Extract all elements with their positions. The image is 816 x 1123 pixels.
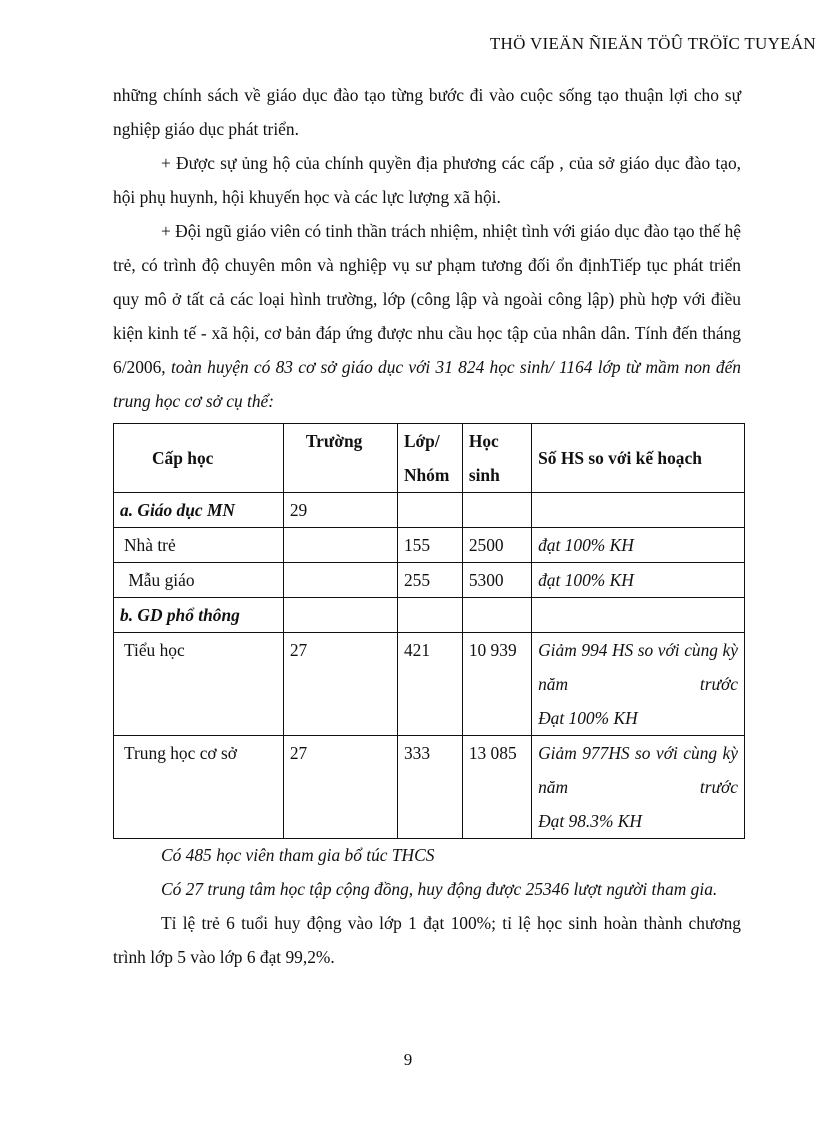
cell-cap-hoc: Trung học cơ sở — [114, 736, 284, 839]
cell-hoc-sinh: 5300 — [462, 563, 531, 598]
cell-hoc-sinh: 13 085 — [462, 736, 531, 839]
cell-ke-hoach — [532, 598, 745, 633]
ke-hoach-line: Giảm 977HS so với cùng kỳ năm trước — [538, 743, 738, 797]
cell-cap-hoc: a. Giáo dục MN — [114, 493, 284, 528]
note-bo-tuc: Có 485 học viên tham gia bổ túc THCS — [161, 845, 435, 865]
note-trung-tam: Có 27 trung tâm học tập cộng đồng, huy động được 25346 lượt người tham gia. — [161, 879, 718, 899]
header-truong: Trường — [283, 424, 397, 493]
header-lop-line1: Lớp/ — [403, 431, 440, 451]
table-row — [114, 598, 745, 633]
paragraph-2: + Được sự ủng hộ của chính quyền địa phương các cấp , của sở giáo dục đào tạo, hội phụ huynh, hội khuyến học và các lực lượng xã hội. — [113, 153, 741, 207]
paragraph-3-text: + Đội ngũ giáo viên có tinh thần trách nhiệm, nhiệt tình với giáo dục đào tạo thế hệ trẻ, có trình độ chuyên môn và nghiệp vụ sư phạm tương đối ổn địnhTiếp tục phát triển quy mô ở tất cả các loại hình trường, lớp (công lập và ngoài công lập) phù hợp với điều kiện kinh tế - xã hội, cơ bản đáp ứng được nhu cầu học tập của nhân dân. Tính đến tháng 6/2006, — [113, 221, 741, 377]
cell-hoc-sinh: 10 939 — [462, 633, 531, 736]
cell-cap-hoc: b. GD phổ thông — [114, 598, 284, 633]
header-lop-line2: Nhóm — [403, 465, 450, 485]
education-table — [113, 423, 745, 839]
header-cap-hoc: Cấp học — [114, 424, 284, 493]
cell-lop: 155 — [397, 528, 462, 563]
header-ke-hoach: Số HS so với kế hoạch — [532, 424, 745, 493]
cell-truong: 29 — [283, 493, 397, 528]
header-hs-line2: sinh — [468, 465, 500, 485]
cell-truong: 27 — [283, 633, 397, 736]
header-hs-line1: Học — [468, 431, 499, 451]
cell-truong — [283, 528, 397, 563]
table-row — [114, 563, 745, 598]
header-lop — [397, 424, 462, 493]
cell-lop — [397, 598, 462, 633]
cell-hoc-sinh: 2500 — [462, 528, 531, 563]
table-header-row — [114, 424, 745, 493]
cell-cap-hoc: Mẫu giáo — [114, 563, 284, 598]
cell-lop — [397, 493, 462, 528]
ke-hoach-line: Đạt 98.3% KH — [538, 811, 642, 831]
table-row — [114, 493, 745, 528]
ke-hoach-line: đạt 100% KH — [538, 535, 634, 555]
cell-ke-hoach — [532, 736, 745, 839]
page-header: THÖ VIEÄN ÑIEÄN TÖÛ TRÖÏC TUYEÁN — [489, 34, 816, 53]
header-hoc-sinh — [462, 424, 531, 493]
paragraph-3 — [113, 214, 741, 418]
paragraph-3-italic: toàn huyện có 83 cơ sở giáo dục với 31 824 học sinh/ 1164 lớp từ mầm non đến trung học cơ sở cụ thể: — [113, 357, 741, 411]
cell-hoc-sinh — [462, 493, 531, 528]
paragraph-1: những chính sách về giáo dục đào tạo từng bước đi vào cuộc sống tạo thuận lợi cho sự nghiệp giáo dục phát triển. — [113, 85, 741, 139]
table-row — [114, 528, 745, 563]
cell-ke-hoach — [532, 633, 745, 736]
ke-hoach-line: Đạt 100% KH — [538, 708, 638, 728]
cell-hoc-sinh — [462, 598, 531, 633]
table-row — [114, 736, 745, 839]
cell-cap-hoc: Nhà trẻ — [114, 528, 284, 563]
page-number: 9 — [403, 1050, 413, 1069]
cell-lop: 255 — [397, 563, 462, 598]
paragraph-ti-le: Tỉ lệ trẻ 6 tuổi huy động vào lớp 1 đạt 100%; tỉ lệ học sinh hoàn thành chương trình lớp 5 vào lớp 6 đạt 99,2%. — [113, 913, 741, 967]
cell-truong — [283, 563, 397, 598]
cell-ke-hoach — [532, 493, 745, 528]
cell-ke-hoach — [532, 528, 745, 563]
table-row — [114, 633, 745, 736]
ke-hoach-line: Giảm 994 HS so với cùng kỳ năm trước — [538, 640, 738, 694]
after-table-text — [113, 838, 741, 974]
ke-hoach-line: đạt 100% KH — [538, 570, 634, 590]
body-text — [113, 78, 741, 418]
cell-truong: 27 — [283, 736, 397, 839]
cell-ke-hoach — [532, 563, 745, 598]
cell-cap-hoc: Tiểu học — [114, 633, 284, 736]
cell-lop: 421 — [397, 633, 462, 736]
cell-truong — [283, 598, 397, 633]
cell-lop: 333 — [397, 736, 462, 839]
